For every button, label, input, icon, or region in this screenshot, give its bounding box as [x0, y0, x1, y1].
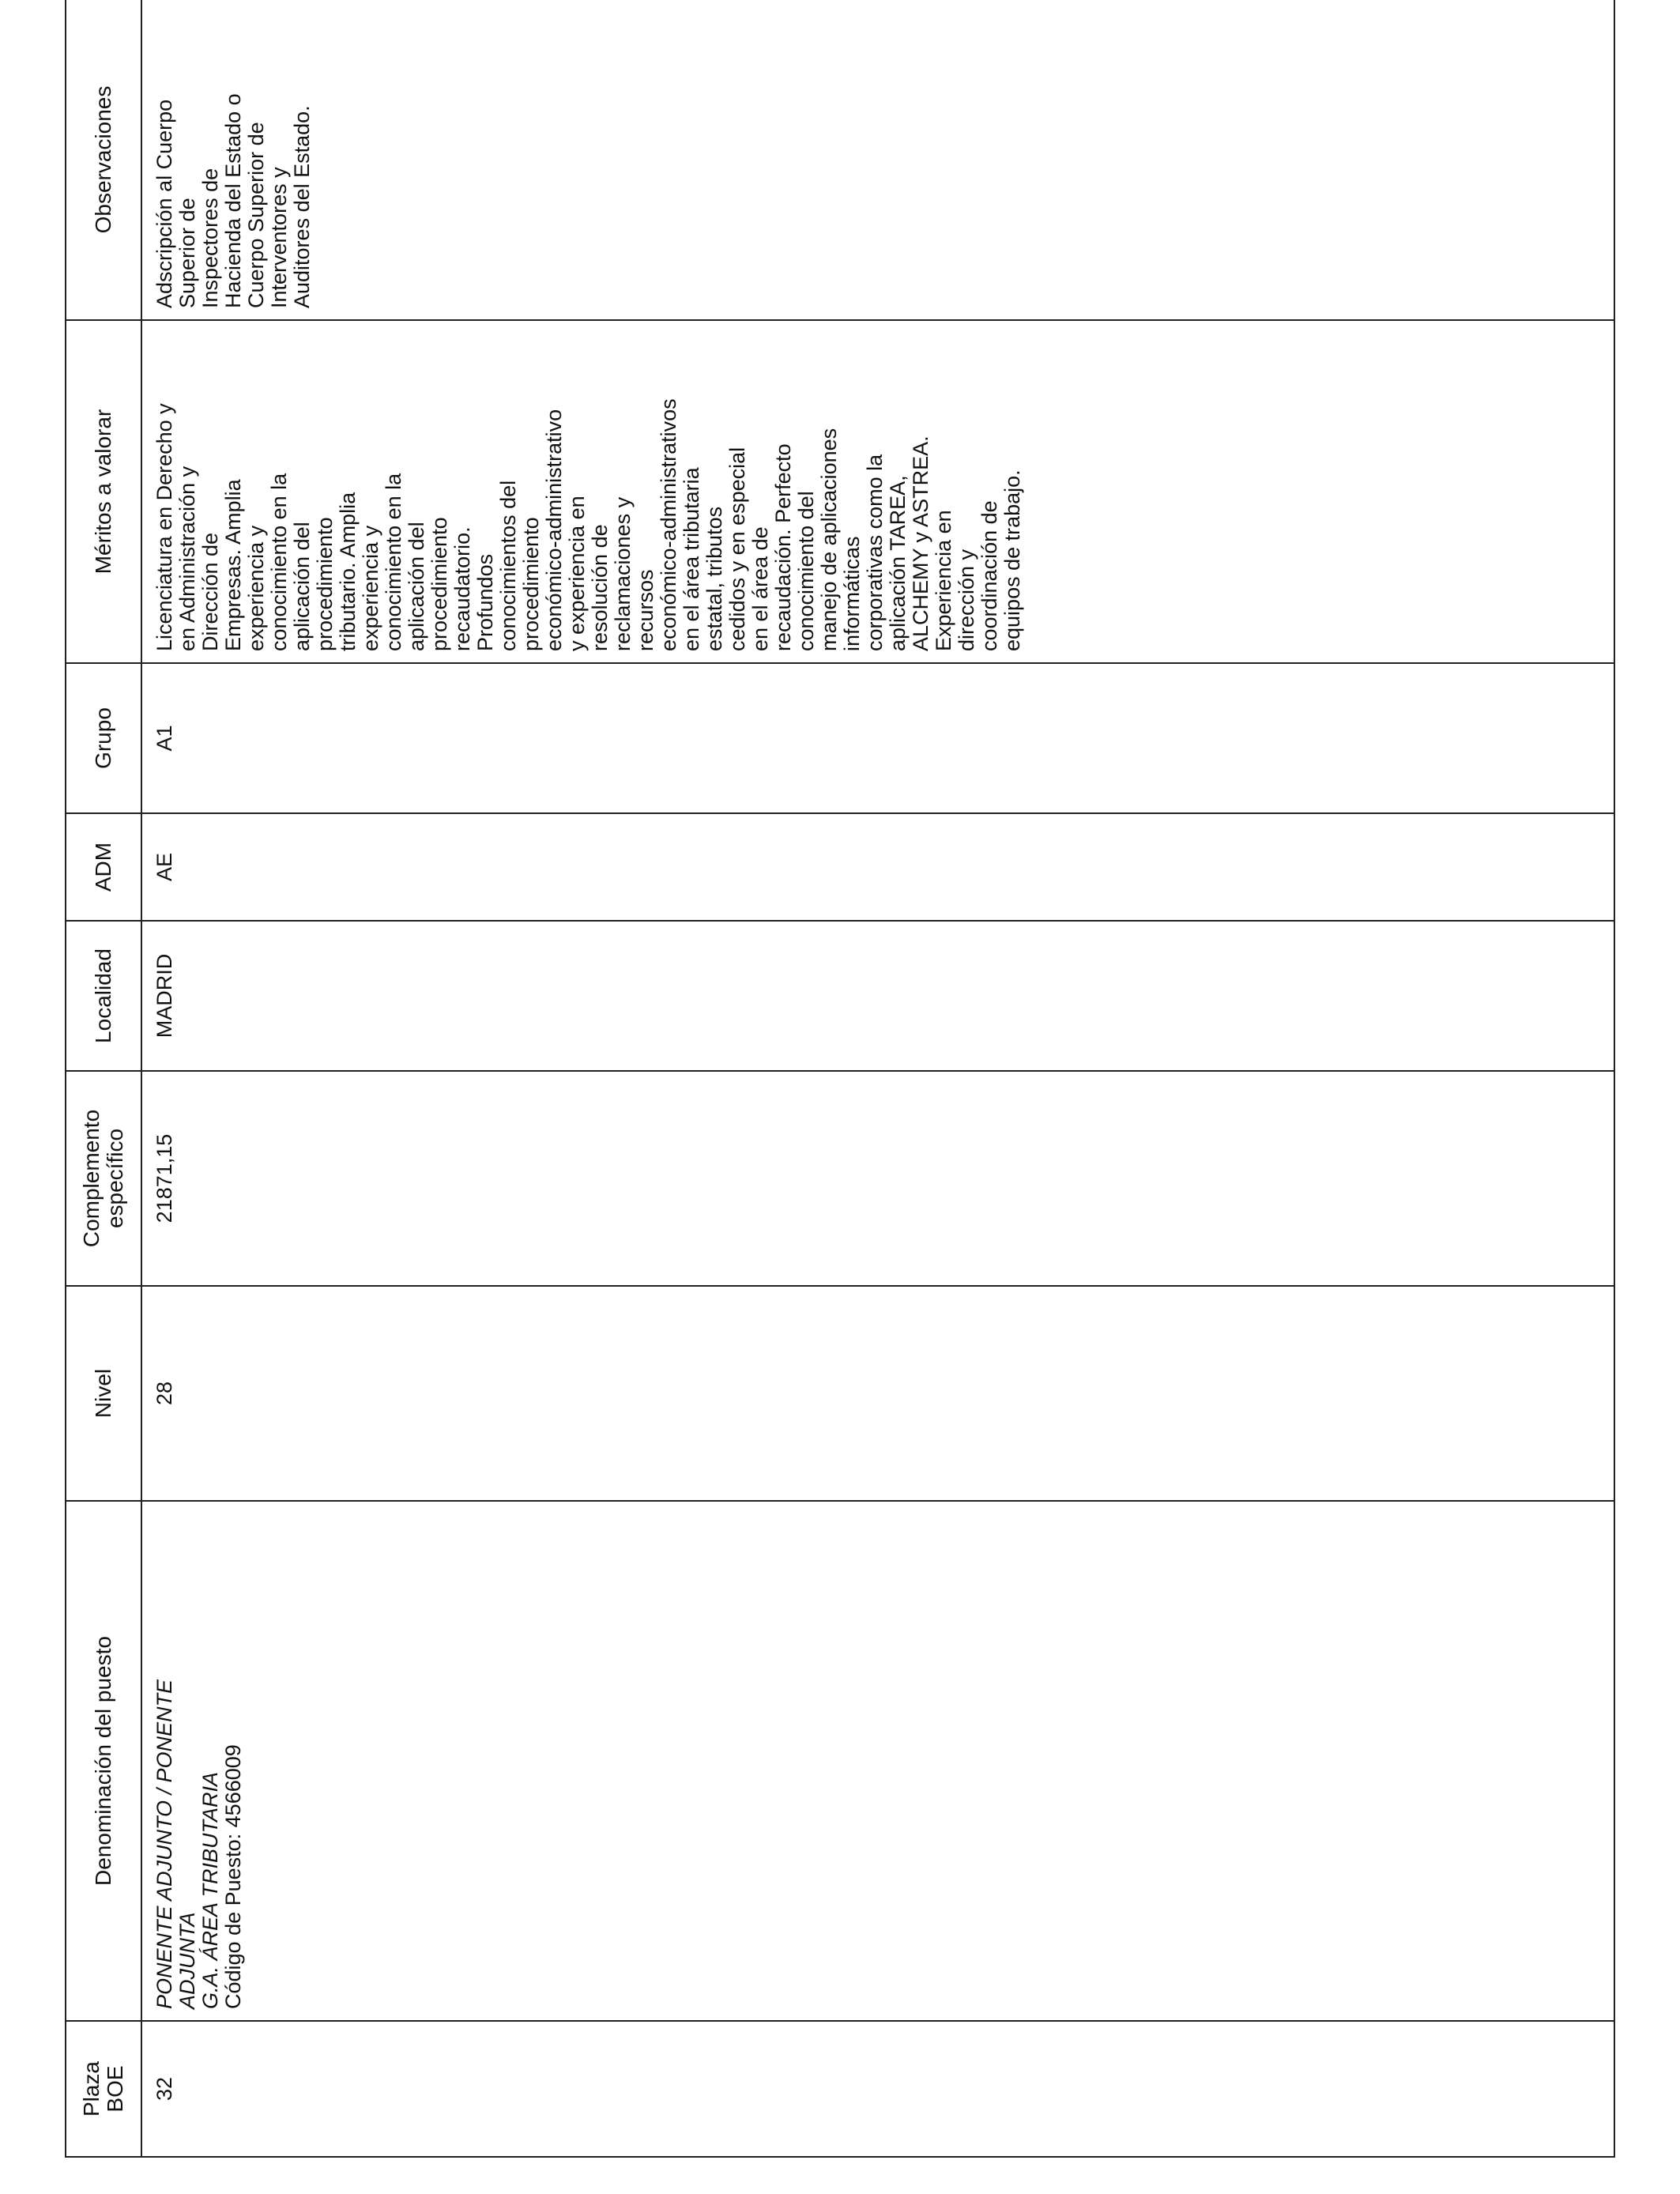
meritos-line: conocimiento del: [794, 491, 818, 651]
meritos-line: aplicación TAREA,: [886, 475, 910, 651]
meritos-line: procedimiento: [428, 517, 451, 651]
header-localidad: Localidad: [66, 921, 141, 1071]
meritos-line: procedimiento: [313, 517, 337, 651]
meritos-line: equipos de trabajo.: [1000, 469, 1024, 651]
observaciones-line: Superior de: [175, 198, 199, 308]
meritos-line: Profundos: [473, 553, 497, 651]
header-meritos: Méritos a valorar: [66, 320, 141, 663]
observaciones-line: Inspectores de: [198, 168, 222, 308]
table-row: [141, 0, 1614, 2157]
meritos-line: procedimiento: [519, 517, 543, 651]
observaciones-line: Auditores del Estado.: [290, 105, 314, 308]
meritos-line: ALCHEMY y ASTREA.: [909, 435, 932, 651]
meritos-line: manejo de aplicaciones: [817, 428, 841, 651]
header-observaciones: Observaciones: [66, 0, 141, 320]
meritos-line: reclamaciones y: [611, 496, 635, 651]
meritos-line: conocimiento en la: [267, 473, 291, 651]
meritos-line: experiencia y: [359, 525, 382, 651]
codigo-puesto: Código de Puesto: 4566009: [221, 1744, 245, 2009]
meritos-line: experiencia y: [244, 525, 268, 651]
puesto-line: ADJUNTA: [175, 1912, 199, 2009]
puesto-line: G.A. ÁREA TRIBUTARIA: [198, 1771, 222, 2009]
header-adm: ADM: [66, 813, 141, 921]
header-nivel: Nivel: [66, 1286, 141, 1501]
cell-observaciones: [141, 0, 1614, 320]
meritos-line: Experiencia en: [932, 510, 955, 651]
meritos-line: aplicación del: [405, 522, 428, 651]
meritos-line: conocimiento en la: [382, 473, 405, 651]
meritos-line: tributario. Amplia: [336, 492, 360, 651]
cell-localidad: MADRID: [141, 921, 1614, 1071]
plazas-table: [65, 0, 1615, 2158]
header-complemento: Complemento específico: [66, 1071, 141, 1286]
meritos-line: en Administración y: [175, 466, 199, 651]
cell-adm: AE: [141, 813, 1614, 921]
meritos-line: Licenciatura en Derecho y: [153, 403, 176, 651]
header-plaza: Plaza BOE: [66, 2021, 141, 2157]
observaciones-line: Cuerpo Superior de: [244, 122, 268, 308]
meritos-line: económico-administrativos: [657, 398, 680, 651]
meritos-line: en el área de: [748, 526, 772, 651]
cell-grupo: A1: [141, 663, 1614, 813]
meritos-line: cedidos y en especial: [725, 447, 749, 651]
meritos-line: en el área tributaria: [680, 467, 703, 651]
meritos-line: recursos: [634, 569, 657, 651]
meritos-line: económico-administrativo: [542, 409, 566, 651]
header-row: [66, 0, 141, 2157]
meritos-line: resolución de: [588, 524, 612, 651]
header-grupo: Grupo: [66, 663, 141, 813]
rotated-page: [65, 0, 1615, 2158]
meritos-line: Dirección de: [198, 532, 222, 651]
meritos-line: recaudación. Perfecto: [771, 443, 795, 651]
meritos-line: dirección y: [955, 548, 978, 651]
meritos-line: informáticas: [840, 536, 864, 651]
observaciones-line: Interventores y: [267, 167, 291, 308]
header-denominacion: Denominación del puesto: [66, 1501, 141, 2021]
meritos-line: recaudatorio.: [450, 526, 474, 651]
meritos-line: y experiencia en: [565, 496, 589, 651]
cell-nivel: 28: [141, 1286, 1614, 1501]
cell-complemento: 21871,15: [141, 1071, 1614, 1286]
meritos-line: conocimientos del: [496, 480, 520, 651]
puesto-line: PONENTE ADJUNTO / PONENTE: [153, 1679, 176, 2009]
observaciones-line: Adscripción al Cuerpo: [153, 99, 176, 308]
meritos-line: corporativas como la: [863, 454, 887, 651]
meritos-line: Empresas. Amplia: [221, 479, 245, 651]
meritos-line: aplicación del: [290, 522, 314, 651]
observaciones-line: Hacienda del Estado o: [221, 93, 245, 308]
cell-plaza: 32: [141, 2021, 1614, 2157]
cell-denominacion: [141, 1501, 1614, 2021]
cell-meritos: [141, 320, 1614, 663]
meritos-line: coordinación de: [977, 500, 1001, 651]
meritos-line: estatal, tributos: [703, 506, 726, 651]
